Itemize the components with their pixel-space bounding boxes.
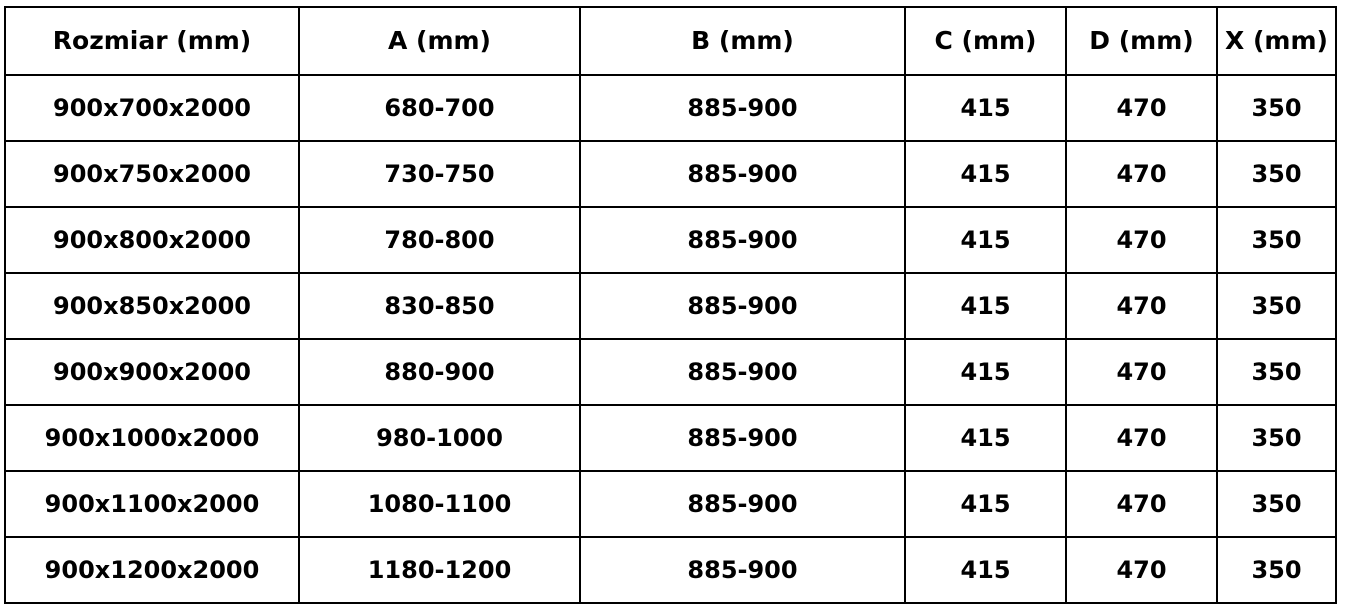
cell-x: 350 <box>1217 75 1336 141</box>
cell-c: 415 <box>905 405 1066 471</box>
table-row <box>5 273 1336 339</box>
table-header-row <box>5 7 1336 75</box>
column-header-a: A (mm) <box>299 7 580 75</box>
cell-rozmiar: 900x1100x2000 <box>5 471 299 537</box>
cell-x: 350 <box>1217 273 1336 339</box>
cell-d: 470 <box>1066 75 1217 141</box>
cell-rozmiar: 900x700x2000 <box>5 75 299 141</box>
column-header-rozmiar: Rozmiar (mm) <box>5 7 299 75</box>
cell-d: 470 <box>1066 471 1217 537</box>
cell-b: 885-900 <box>580 339 905 405</box>
cell-d: 470 <box>1066 339 1217 405</box>
cell-d: 470 <box>1066 405 1217 471</box>
table-row <box>5 207 1336 273</box>
table-row <box>5 75 1336 141</box>
dimensions-table <box>4 6 1337 604</box>
cell-a: 1080-1100 <box>299 471 580 537</box>
cell-b: 885-900 <box>580 207 905 273</box>
cell-a: 730-750 <box>299 141 580 207</box>
cell-a: 780-800 <box>299 207 580 273</box>
cell-x: 350 <box>1217 339 1336 405</box>
cell-rozmiar: 900x1200x2000 <box>5 537 299 603</box>
cell-a: 680-700 <box>299 75 580 141</box>
cell-rozmiar: 900x750x2000 <box>5 141 299 207</box>
column-header-b: B (mm) <box>580 7 905 75</box>
cell-x: 350 <box>1217 471 1336 537</box>
table-header <box>5 7 1336 75</box>
cell-d: 470 <box>1066 207 1217 273</box>
cell-d: 470 <box>1066 537 1217 603</box>
table-body <box>5 75 1336 603</box>
cell-a: 880-900 <box>299 339 580 405</box>
cell-b: 885-900 <box>580 471 905 537</box>
cell-rozmiar: 900x800x2000 <box>5 207 299 273</box>
cell-a: 1180-1200 <box>299 537 580 603</box>
cell-b: 885-900 <box>580 273 905 339</box>
column-header-d: D (mm) <box>1066 7 1217 75</box>
cell-b: 885-900 <box>580 141 905 207</box>
cell-a: 830-850 <box>299 273 580 339</box>
cell-c: 415 <box>905 537 1066 603</box>
cell-b: 885-900 <box>580 75 905 141</box>
cell-d: 470 <box>1066 141 1217 207</box>
table-row <box>5 471 1336 537</box>
column-header-x: X (mm) <box>1217 7 1336 75</box>
cell-c: 415 <box>905 207 1066 273</box>
table-row <box>5 141 1336 207</box>
cell-c: 415 <box>905 273 1066 339</box>
cell-b: 885-900 <box>580 405 905 471</box>
cell-a: 980-1000 <box>299 405 580 471</box>
cell-rozmiar: 900x1000x2000 <box>5 405 299 471</box>
cell-c: 415 <box>905 471 1066 537</box>
cell-c: 415 <box>905 75 1066 141</box>
cell-rozmiar: 900x900x2000 <box>5 339 299 405</box>
table-row <box>5 537 1336 603</box>
cell-x: 350 <box>1217 405 1336 471</box>
cell-d: 470 <box>1066 273 1217 339</box>
table-row <box>5 339 1336 405</box>
cell-c: 415 <box>905 141 1066 207</box>
cell-x: 350 <box>1217 537 1336 603</box>
cell-x: 350 <box>1217 207 1336 273</box>
cell-b: 885-900 <box>580 537 905 603</box>
table-row <box>5 405 1336 471</box>
column-header-c: C (mm) <box>905 7 1066 75</box>
cell-c: 415 <box>905 339 1066 405</box>
cell-rozmiar: 900x850x2000 <box>5 273 299 339</box>
cell-x: 350 <box>1217 141 1336 207</box>
